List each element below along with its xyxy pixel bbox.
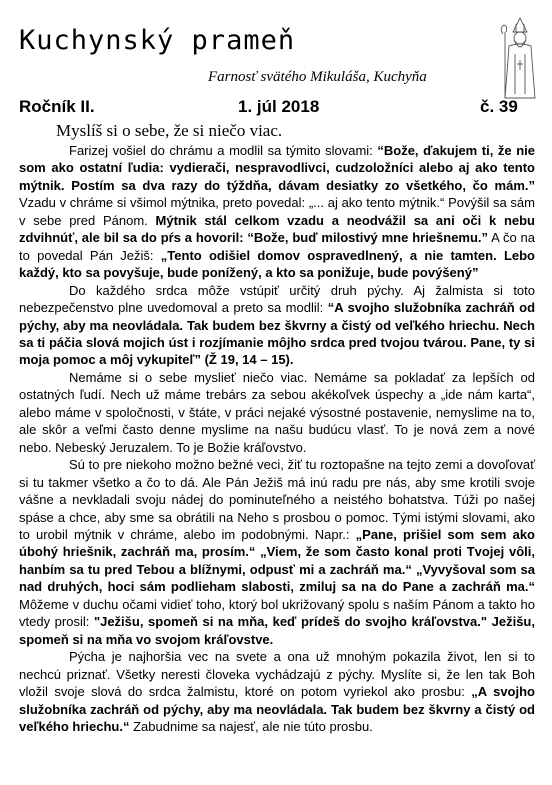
parish-subtitle: Farnosť svätého Mikuláša, Kuchyňa [208,69,427,85]
text-run: A čo na to povedal Pán Ježiš: [19,230,536,263]
volume-label: Ročník II. [19,97,95,116]
bold-text-run: „Pane, prišiel som sem ako úbohý hriešnik, zachráň ma, prosím.“ [19,526,535,560]
bold-text-run: „A svojho služobníka zachráň od pýchy, aby ma neovládala. Tak budem bez škvrny a čistý od veľkého hriechu.“ [19,684,535,734]
saint-nicholas-bishop-icon [495,14,545,100]
paragraph [19,282,535,369]
article-title: Myslíš si o sebe, že si niečo viac. [56,121,283,140]
bold-text-run: “Bože, ďakujem ti, že nie som ako ostatní ľudia: vydierači, nespravodlivci, cudzoložníci alebo aj ako tento mýtnik. Postím sa dva razy do týždňa, dávam desiatky zo všetkého, čo mám.” [19,143,535,193]
issue-number: č. 39 [480,97,518,116]
bold-text-run: “A svojho služobníka zachráň od pýchy, aby ma neovládala. Tak budem bez škvrny a čistý od veľkého hriechu. Nech sa ti páčia slová mojich úst i rozjímanie môjho srdca pred tvojou tvárou. Pane, ty si moja pomoc a môj vykupiteľ” (Ž 19, 14 – 15). [19,300,536,368]
paragraph [19,369,535,456]
text-run: Nemáme si o sebe myslieť niečo viac. Nemáme sa pokladať za lepších od ostatných ľudí. Nech už máme trebárs za sebou akékoľvek úspechy a „ide nám karta“, alebo máme v spoločnosti, v štáte, v práci nejaké výsostné postavenie, nemyslime na to, ale skôr a veľmi často denne myslime na našu budúcu vlasť. To je nová zem a nové nebo. Nebeský Jeruzalem. To je Božie kráľovstvo. [19,369,535,455]
bold-text-run: „Vyvyšoval som sa nad druhých, hoci sám podlieham slabosti, zmiluj sa na do Pane a zachráň ma.“ [19,561,535,595]
newsletter-title: Kuchynský prameň [19,25,296,56]
text-run: Pýcha je najhoršia vec na svete a ona už mnohým pokazila život, len si to nechcú priznať. Všetky neresti človeka vychádzajú z pýchy. Myslíte si, že len tak Boh vložil svoje slová do srdca žalmistu, ktoré on potom vyriekol ako prosbu: [19,649,535,700]
bold-text-run: „Tento odišiel domov ospravedlnený, a nie tamten. Lebo každý, kto sa povyšuje, bude ponížený, a kto sa ponižuje, bude povýšený” [19,247,535,281]
masthead [19,14,539,86]
paragraph [19,142,535,282]
paragraph [19,648,535,735]
text-run: Vzadu v chráme si všimol mýtnika, preto povedal: „... aj ako tento mýtnik.“ Povýšil sa sám v sebe pred Pánom. [19,195,535,228]
issue-info [19,96,539,118]
issue-date: 1. júl 2018 [238,97,320,116]
bold-text-run: "Ježišu, spomeň si na mňa, keď prídeš do svojho kráľovstva." Ježišu, spomeň si na mňa vo svojom kráľovstve. [19,614,535,647]
text-run: Sú to pre niekoho možno bežné veci, žiť tu roztopašne na tejto zemi a dovoľovať si tu takmer všetko a čo to dá. Ale Pán Ježiš má inú radu pre nás, aby sme krotili svoje vášne a nevkladali svoju nádej do pominuteľného a neistého bohatstva. Túži po našej spáse a chce, aby sme sa obrátili na Neho s prosbou o pomoc. Tými istými slovami, ako to urobil mýtnik v chráme, alebo im podobnými. Napr.: [19,457,535,542]
bold-text-run: Mýtnik stál celkom vzadu a neodvážil sa ani oči k nebu zdvihnúť, ale bil sa do pŕs a hovoril: “Bože, buď milostivý mne hriešnemu.” [19,212,535,246]
text-run: Farizej vošiel do chrámu a modlil sa týmito slovami: [69,143,378,158]
text-run: Do každého srdca môže vstúpiť určitý druh pýchy. Aj žalmista si toto nebezpečenstvo plne uvedomoval a preto sa modlil: [19,282,535,316]
article-body [19,142,535,735]
text-run: Zabudnime sa najesť, ale nie túto prosbu. [129,718,373,734]
text-run: Môžeme v duchu očami vidieť toho, ktorý bol ukrižovaný spolu s naším Pánom a takto ho vtedy prosil: [19,596,535,630]
paragraph [19,456,535,648]
bold-text-run: „Viem, že som často konal proti Tvojej vôli, hanbím sa tu pred Tebou a blížnymi, odpusť mi a zachráň ma.“ [19,544,535,577]
